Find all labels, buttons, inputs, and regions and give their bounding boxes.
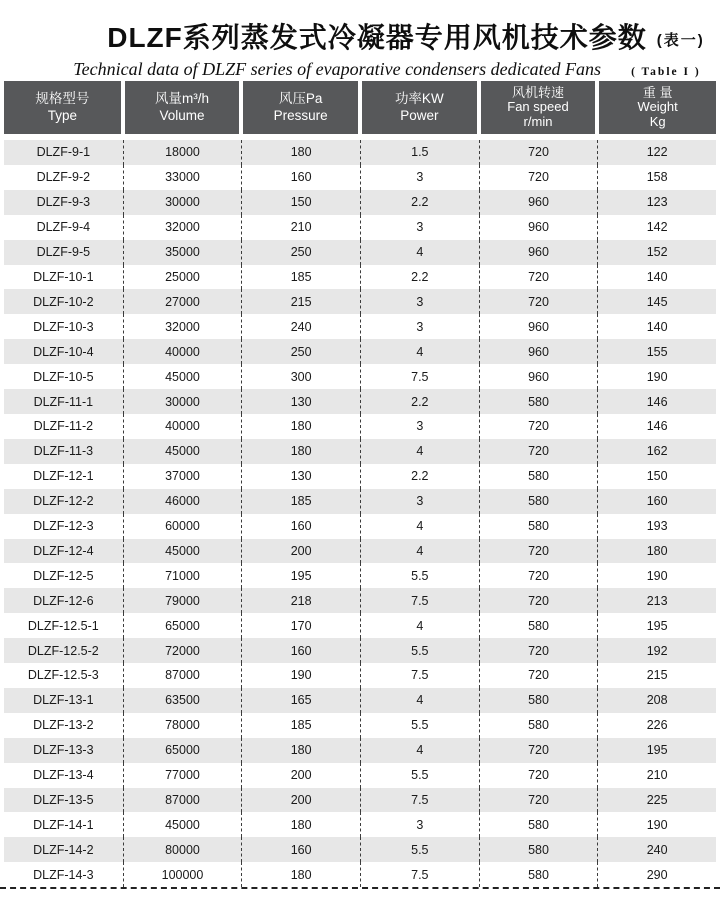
- table-cell: 3: [360, 489, 479, 514]
- table-cell: 130: [241, 464, 360, 489]
- table-cell: 195: [241, 563, 360, 588]
- table-cell: 7.5: [360, 788, 479, 813]
- table-row: [4, 240, 716, 265]
- table-cell: 123: [597, 190, 716, 215]
- table-cell: 140: [597, 314, 716, 339]
- table-cell: 4: [360, 339, 479, 364]
- table-cell: DLZF-13-3: [33, 743, 94, 758]
- table-cell: 193: [597, 514, 716, 539]
- header-cell-line: Weight: [637, 99, 678, 115]
- table-row: [4, 563, 716, 588]
- table-cell: 4: [360, 240, 479, 265]
- header-cell-line: 风量m³/h: [154, 91, 209, 106]
- table-cell: DLZF-13-2: [33, 718, 94, 733]
- table-cell: 720: [479, 165, 598, 190]
- table-cell: 160: [597, 489, 716, 514]
- table-cell: 720: [479, 289, 598, 314]
- page-subtitle-text: Technical data of DLZF series of evaporative condensers dedicated Fans: [73, 59, 602, 79]
- table-cell: DLZF-14-3: [33, 867, 94, 882]
- table-row: [4, 414, 716, 439]
- table-cell: 580: [479, 489, 598, 514]
- table-cell: 155: [597, 339, 716, 364]
- header-cell-line: r/min: [523, 113, 553, 129]
- table-cell: 225: [597, 788, 716, 813]
- table-row: [4, 514, 716, 539]
- table-cell: 79000: [123, 588, 242, 613]
- table-cell: 165: [241, 688, 360, 713]
- table-cell: 180: [241, 140, 360, 165]
- table-cell: 185: [241, 489, 360, 514]
- table-cell: 180: [241, 738, 360, 763]
- table-cell: 213: [597, 588, 716, 613]
- table-cell: DLZF-12.5-3: [27, 668, 99, 683]
- table-cell: 2.2: [360, 464, 479, 489]
- table-cell: 210: [597, 763, 716, 788]
- table-cell: 580: [479, 514, 598, 539]
- table-cell: 63500: [123, 688, 242, 713]
- table-cell: 146: [597, 414, 716, 439]
- table-cell: 152: [597, 240, 716, 265]
- table-cell: 192: [597, 638, 716, 663]
- table-row: [4, 165, 716, 190]
- table-cell: 87000: [123, 788, 242, 813]
- table-cell: DLZF-9-4: [36, 220, 91, 235]
- table-cell: DLZF-10-5: [33, 369, 94, 384]
- table-cell: 140: [597, 265, 716, 290]
- table-cell: DLZF-10-4: [33, 344, 94, 359]
- table-cell: 960: [479, 364, 598, 389]
- table-cell: 290: [597, 862, 716, 887]
- header-cell: [597, 81, 716, 134]
- table-cell: 185: [241, 265, 360, 290]
- table-row: [4, 638, 716, 663]
- header-cell-line: Power: [400, 107, 439, 123]
- table-cell: 720: [479, 663, 598, 688]
- table-cell: 72000: [123, 638, 242, 663]
- table-cell: 160: [241, 165, 360, 190]
- header-cell-line: 重 量: [642, 84, 673, 100]
- header-cell-line: 风压Pa: [278, 91, 323, 106]
- table-row: [4, 289, 716, 314]
- table-row: [4, 539, 716, 564]
- table-cell: 45000: [123, 364, 242, 389]
- table-cell: 100000: [123, 862, 242, 887]
- table-cell: 160: [241, 514, 360, 539]
- page-title-text: DLZF系列蒸发式冷凝器专用风机技术参数: [107, 22, 647, 53]
- table-number-tag-en: ( Table I ): [631, 66, 701, 78]
- table-cell: 45000: [123, 812, 242, 837]
- table-cell: 190: [597, 364, 716, 389]
- table-cell: 580: [479, 688, 598, 713]
- table-cell: 720: [479, 638, 598, 663]
- table-row: [4, 489, 716, 514]
- table-row: [4, 464, 716, 489]
- table-row: [4, 265, 716, 290]
- table-cell: 720: [479, 265, 598, 290]
- table-cell: 200: [241, 539, 360, 564]
- table-cell: 1.5: [360, 140, 479, 165]
- page-subtitle: [0, 59, 720, 80]
- table-cell: 720: [479, 414, 598, 439]
- table-cell: 7.5: [360, 862, 479, 887]
- table-cell: 3: [360, 165, 479, 190]
- table-cell: 7.5: [360, 588, 479, 613]
- table-cell: 3: [360, 414, 479, 439]
- table-cell: 18000: [123, 140, 242, 165]
- header-cell: [360, 81, 479, 134]
- table-cell: 65000: [123, 738, 242, 763]
- table-cell: 580: [479, 837, 598, 862]
- table-cell: 2.2: [360, 389, 479, 414]
- table-cell: 122: [597, 140, 716, 165]
- header-cell-line: Kg: [649, 113, 666, 129]
- header-cell: [123, 81, 242, 134]
- table-cell: 720: [479, 539, 598, 564]
- table-cell: 5.5: [360, 837, 479, 862]
- table-cell: 160: [241, 837, 360, 862]
- table-cell: DLZF-12.5-2: [27, 643, 99, 658]
- table-cell: 3: [360, 215, 479, 240]
- table-cell: 150: [241, 190, 360, 215]
- header-cell-line: Volume: [159, 107, 205, 123]
- table-cell: 4: [360, 539, 479, 564]
- table-cell: 5.5: [360, 763, 479, 788]
- table-cell: 87000: [123, 663, 242, 688]
- table-row: [4, 738, 716, 763]
- table-row: [4, 688, 716, 713]
- table-cell: DLZF-9-2: [36, 170, 91, 185]
- table-cell: DLZF-12.5-1: [27, 618, 99, 633]
- table-cell: 32000: [123, 314, 242, 339]
- header-cell-line: 风机转速: [511, 84, 564, 100]
- table-cell: DLZF-14-1: [33, 817, 94, 832]
- table-cell: 80000: [123, 837, 242, 862]
- table-cell: 7.5: [360, 364, 479, 389]
- table-cell: 32000: [123, 215, 242, 240]
- table-cell: 5.5: [360, 713, 479, 738]
- table-header: [4, 81, 716, 134]
- table-cell: 200: [241, 788, 360, 813]
- table-cell: 2.2: [360, 190, 479, 215]
- table-cell: 160: [241, 638, 360, 663]
- table-row: [4, 588, 716, 613]
- table-cell: 720: [479, 763, 598, 788]
- table-cell: 580: [479, 713, 598, 738]
- table-row: [4, 364, 716, 389]
- table-cell: DLZF-10-1: [33, 269, 94, 284]
- table-cell: 46000: [123, 489, 242, 514]
- table-body: [4, 140, 716, 887]
- table-cell: 180: [597, 539, 716, 564]
- table-cell: 720: [479, 140, 598, 165]
- table-cell: 2.2: [360, 265, 479, 290]
- table-cell: 145: [597, 289, 716, 314]
- table-cell: 195: [597, 613, 716, 638]
- table-cell: 33000: [123, 165, 242, 190]
- header-cell: [4, 81, 123, 134]
- table-cell: 720: [479, 738, 598, 763]
- table-cell: 3: [360, 289, 479, 314]
- table-cell: 240: [597, 837, 716, 862]
- table-row: [4, 439, 716, 464]
- document-header: [0, 16, 720, 80]
- table-cell: 580: [479, 389, 598, 414]
- table-cell: 4: [360, 613, 479, 638]
- table-cell: DLZF-9-1: [36, 145, 91, 160]
- table-cell: 37000: [123, 464, 242, 489]
- table-cell: DLZF-12-2: [33, 494, 94, 509]
- table-cell: DLZF-14-2: [33, 842, 94, 857]
- table-cell: 720: [479, 439, 598, 464]
- table-cell: 25000: [123, 265, 242, 290]
- table-cell: 960: [479, 339, 598, 364]
- table-cell: 4: [360, 514, 479, 539]
- table-cell: DLZF-10-2: [33, 294, 94, 309]
- table-cell: 162: [597, 439, 716, 464]
- table-cell: 720: [479, 588, 598, 613]
- table-row: [4, 763, 716, 788]
- table-cell: DLZF-13-1: [33, 693, 94, 708]
- table-cell: DLZF-10-3: [33, 319, 94, 334]
- table-cell: 170: [241, 613, 360, 638]
- header-cell-line: 功率KW: [394, 91, 444, 106]
- header-cell-line: Type: [47, 107, 77, 123]
- table-cell: 30000: [123, 190, 242, 215]
- table-cell: 250: [241, 339, 360, 364]
- table-row: [4, 862, 716, 887]
- table-cell: 65000: [123, 613, 242, 638]
- table-cell: DLZF-12-3: [33, 519, 94, 534]
- table-cell: 720: [479, 563, 598, 588]
- table-cell: 35000: [123, 240, 242, 265]
- table-cell: DLZF-12-6: [33, 593, 94, 608]
- table-cell: 180: [241, 862, 360, 887]
- table-cell: 720: [479, 788, 598, 813]
- table-cell: 208: [597, 688, 716, 713]
- page-title: [0, 16, 720, 56]
- table-cell: 180: [241, 439, 360, 464]
- table-row: [4, 713, 716, 738]
- table-cell: 130: [241, 389, 360, 414]
- table-cell: DLZF-13-4: [33, 768, 94, 783]
- table-cell: 190: [597, 563, 716, 588]
- table-row: [4, 339, 716, 364]
- table-cell: 142: [597, 215, 716, 240]
- table-cell: 240: [241, 314, 360, 339]
- table-cell: 45000: [123, 539, 242, 564]
- table-cell: 960: [479, 314, 598, 339]
- table-cell: DLZF-9-5: [36, 245, 91, 260]
- table-cell: 71000: [123, 563, 242, 588]
- table-cell: 78000: [123, 713, 242, 738]
- table-cell: 150: [597, 464, 716, 489]
- table-cell: 146: [597, 389, 716, 414]
- table-cell: 158: [597, 165, 716, 190]
- table-cell: DLZF-12-5: [33, 568, 94, 583]
- header-cell: [479, 81, 598, 134]
- table-cell: 77000: [123, 763, 242, 788]
- table-cell: 960: [479, 215, 598, 240]
- table-cell: DLZF-13-5: [33, 793, 94, 808]
- table-cell: 5.5: [360, 563, 479, 588]
- table-cell: DLZF-12-1: [33, 469, 94, 484]
- table-cell: 60000: [123, 514, 242, 539]
- table-cell: 4: [360, 688, 479, 713]
- table-row: [4, 788, 716, 813]
- table-cell: DLZF-11-3: [33, 444, 94, 459]
- table-cell: 40000: [123, 414, 242, 439]
- table-cell: 580: [479, 464, 598, 489]
- table-row: [4, 613, 716, 638]
- table-cell: 250: [241, 240, 360, 265]
- table-cell: 5.5: [360, 638, 479, 663]
- table-cell: 30000: [123, 389, 242, 414]
- table-number-tag: (表一): [656, 32, 705, 49]
- table-cell: 40000: [123, 339, 242, 364]
- table-cell: 4: [360, 738, 479, 763]
- table-cell: DLZF-11-1: [33, 394, 94, 409]
- table-cell: 27000: [123, 289, 242, 314]
- table-row: [4, 215, 716, 240]
- header-cell-line: Fan speed: [507, 99, 569, 115]
- table-cell: 215: [241, 289, 360, 314]
- header-cell: [241, 81, 360, 134]
- table-cell: DLZF-12-4: [33, 543, 94, 558]
- table-cell: DLZF-9-3: [36, 195, 91, 210]
- table-cell: 300: [241, 364, 360, 389]
- table-cell: 4: [360, 439, 479, 464]
- table-row: [4, 837, 716, 862]
- table-cell: DLZF-11-2: [33, 419, 94, 434]
- table-cell: 226: [597, 713, 716, 738]
- header-cell-line: Pressure: [273, 107, 328, 123]
- table-cell: 180: [241, 414, 360, 439]
- table-cell: 3: [360, 812, 479, 837]
- table-cell: 580: [479, 613, 598, 638]
- table-cell: 210: [241, 215, 360, 240]
- table-cell: 580: [479, 862, 598, 887]
- table-cell: 3: [360, 314, 479, 339]
- table-cell: 215: [597, 663, 716, 688]
- table-row: [4, 190, 716, 215]
- table-row: [4, 140, 716, 165]
- table-cell: 200: [241, 763, 360, 788]
- bottom-dashed-rule: [0, 887, 720, 889]
- table-cell: 195: [597, 738, 716, 763]
- table-cell: 960: [479, 240, 598, 265]
- table-cell: 960: [479, 190, 598, 215]
- table-cell: 7.5: [360, 663, 479, 688]
- table-row: [4, 314, 716, 339]
- table-cell: 45000: [123, 439, 242, 464]
- table-cell: 185: [241, 713, 360, 738]
- table-cell: 218: [241, 588, 360, 613]
- table-cell: 190: [597, 812, 716, 837]
- table-row: [4, 663, 716, 688]
- header-cell-line: 规格型号: [35, 91, 90, 106]
- table-cell: 180: [241, 812, 360, 837]
- table-cell: 190: [241, 663, 360, 688]
- table-row: [4, 812, 716, 837]
- table-row: [4, 389, 716, 414]
- spec-table: [4, 81, 716, 887]
- table-cell: 580: [479, 812, 598, 837]
